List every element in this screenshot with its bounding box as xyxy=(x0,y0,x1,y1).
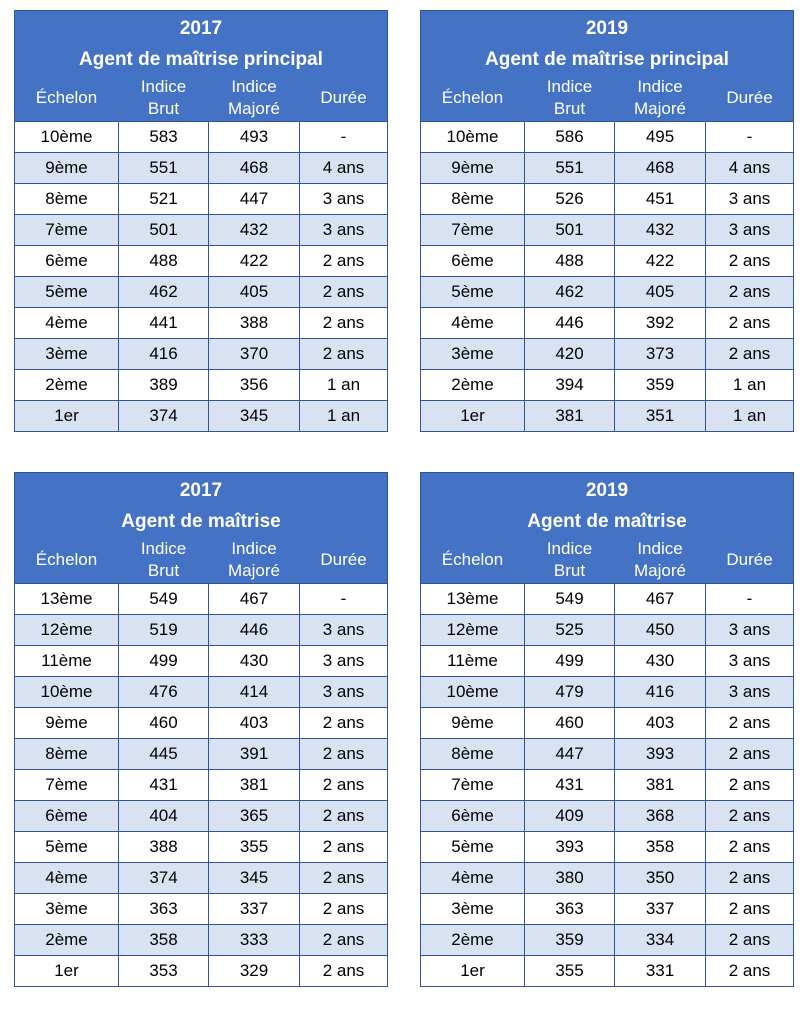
table-row xyxy=(421,277,794,308)
cell-indice-brut: 462 xyxy=(525,277,615,308)
cell-echelon: 6ème xyxy=(15,246,119,277)
table-row xyxy=(15,615,388,646)
table-row xyxy=(421,215,794,246)
cell-echelon: 13ème xyxy=(15,584,119,615)
cell-indice-brut: 441 xyxy=(119,308,209,339)
cell-indice-brut: 476 xyxy=(119,677,209,708)
cell-echelon: 4ème xyxy=(421,863,525,894)
cell-indice-brut: 388 xyxy=(119,832,209,863)
cell-indice-brut: 525 xyxy=(525,615,615,646)
table-row xyxy=(421,956,794,987)
cell-indice-majore: 368 xyxy=(615,801,706,832)
cell-indice-brut: 409 xyxy=(525,801,615,832)
column-header-indice-majore-line2: Majoré xyxy=(228,99,280,118)
column-header-indice-brut xyxy=(525,75,615,122)
column-header-indice-majore xyxy=(209,537,300,584)
column-header-indice-majore-line1: Indice xyxy=(231,539,277,558)
cell-echelon: 8ème xyxy=(421,739,525,770)
cell-duree: 2 ans xyxy=(300,863,388,894)
column-header-indice-majore-line1: Indice xyxy=(231,77,277,96)
column-header-indice-brut xyxy=(525,537,615,584)
column-header-duree: Durée xyxy=(706,75,794,122)
table-row xyxy=(421,894,794,925)
cell-duree: 3 ans xyxy=(706,184,794,215)
cell-echelon: 12ème xyxy=(15,615,119,646)
cell-indice-majore: 392 xyxy=(615,308,706,339)
cell-indice-brut: 462 xyxy=(119,277,209,308)
cell-duree: 2 ans xyxy=(300,708,388,739)
cell-duree: 3 ans xyxy=(706,646,794,677)
cell-indice-brut: 549 xyxy=(525,584,615,615)
cell-indice-brut: 445 xyxy=(119,739,209,770)
cell-echelon: 1er xyxy=(15,401,119,432)
cell-indice-majore: 450 xyxy=(615,615,706,646)
cell-indice-brut: 499 xyxy=(525,646,615,677)
cell-echelon: 1er xyxy=(421,401,525,432)
cell-echelon: 4ème xyxy=(15,308,119,339)
cell-indice-brut: 353 xyxy=(119,956,209,987)
cell-echelon: 9ème xyxy=(421,708,525,739)
cell-indice-brut: 363 xyxy=(525,894,615,925)
cell-echelon: 5ème xyxy=(421,277,525,308)
cell-indice-majore: 414 xyxy=(209,677,300,708)
column-header-duree: Durée xyxy=(300,75,388,122)
cell-indice-brut: 393 xyxy=(525,832,615,863)
table-row xyxy=(15,122,388,153)
cell-duree: 3 ans xyxy=(706,677,794,708)
cell-indice-majore: 416 xyxy=(615,677,706,708)
table-row xyxy=(15,246,388,277)
cell-duree: 2 ans xyxy=(300,277,388,308)
cell-duree: 2 ans xyxy=(706,832,794,863)
cell-indice-majore: 370 xyxy=(209,339,300,370)
cell-echelon: 10ème xyxy=(421,122,525,153)
table-row xyxy=(15,153,388,184)
column-header-indice-brut-line1: Indice xyxy=(546,539,593,558)
table-row xyxy=(421,184,794,215)
cell-indice-brut: 374 xyxy=(119,863,209,894)
cell-duree: 2 ans xyxy=(300,246,388,277)
cell-indice-brut: 358 xyxy=(119,925,209,956)
cell-duree: 3 ans xyxy=(706,215,794,246)
cell-echelon: 7ème xyxy=(15,770,119,801)
column-header-indice-brut-line2: Brut xyxy=(553,561,586,580)
table-row xyxy=(421,832,794,863)
cell-indice-brut: 416 xyxy=(119,339,209,370)
table-row xyxy=(421,339,794,370)
table-year: 2017 xyxy=(15,473,388,507)
cell-indice-majore: 432 xyxy=(209,215,300,246)
table-grade-title: Agent de maîtrise xyxy=(15,506,388,537)
cell-echelon: 7ème xyxy=(421,770,525,801)
cell-indice-brut: 355 xyxy=(525,956,615,987)
cell-duree: - xyxy=(706,122,794,153)
cell-indice-majore: 334 xyxy=(615,925,706,956)
column-header-indice-majore-line2: Majoré xyxy=(634,99,686,118)
column-header-echelon: Échelon xyxy=(15,75,119,122)
cell-indice-majore: 359 xyxy=(615,370,706,401)
table-row xyxy=(421,584,794,615)
cell-indice-brut: 380 xyxy=(525,863,615,894)
cell-indice-majore: 446 xyxy=(209,615,300,646)
cell-duree: 2 ans xyxy=(706,339,794,370)
cell-indice-brut: 488 xyxy=(525,246,615,277)
table-row xyxy=(15,956,388,987)
salary-grid-table xyxy=(14,472,388,987)
cell-indice-brut: 551 xyxy=(119,153,209,184)
cell-echelon: 9ème xyxy=(15,708,119,739)
cell-echelon: 8ème xyxy=(15,184,119,215)
table-row xyxy=(421,370,794,401)
cell-echelon: 8ème xyxy=(421,184,525,215)
column-header-indice-majore xyxy=(615,537,706,584)
table-row xyxy=(15,770,388,801)
cell-indice-brut: 526 xyxy=(525,184,615,215)
cell-indice-majore: 331 xyxy=(615,956,706,987)
column-header-indice-brut-line2: Brut xyxy=(147,99,180,118)
cell-indice-majore: 355 xyxy=(209,832,300,863)
table-row xyxy=(15,646,388,677)
cell-indice-brut: 447 xyxy=(525,739,615,770)
cell-echelon: 3ème xyxy=(15,894,119,925)
cell-echelon: 13ème xyxy=(421,584,525,615)
column-header-indice-brut-line1: Indice xyxy=(546,77,593,96)
cell-echelon: 2ème xyxy=(421,370,525,401)
cell-indice-brut: 431 xyxy=(119,770,209,801)
cell-indice-majore: 422 xyxy=(615,246,706,277)
cell-duree: 2 ans xyxy=(706,801,794,832)
column-header-indice-brut-line1: Indice xyxy=(140,539,187,558)
column-header-indice-majore xyxy=(615,75,706,122)
cell-duree: 2 ans xyxy=(706,894,794,925)
cell-indice-brut: 549 xyxy=(119,584,209,615)
column-header-echelon: Échelon xyxy=(15,537,119,584)
cell-duree: 4 ans xyxy=(706,153,794,184)
cell-duree: - xyxy=(300,584,388,615)
cell-indice-majore: 351 xyxy=(615,401,706,432)
table-row xyxy=(421,401,794,432)
cell-indice-brut: 359 xyxy=(525,925,615,956)
cell-indice-majore: 430 xyxy=(615,646,706,677)
column-header-indice-majore xyxy=(209,75,300,122)
column-header-echelon: Échelon xyxy=(421,75,525,122)
table-row xyxy=(421,770,794,801)
table-year: 2019 xyxy=(421,473,794,507)
cell-echelon: 12ème xyxy=(421,615,525,646)
cell-echelon: 5ème xyxy=(15,277,119,308)
cell-echelon: 5ème xyxy=(421,832,525,863)
cell-indice-majore: 381 xyxy=(209,770,300,801)
cell-duree: 2 ans xyxy=(706,739,794,770)
cell-duree: 2 ans xyxy=(300,925,388,956)
cell-indice-majore: 405 xyxy=(615,277,706,308)
cell-indice-majore: 468 xyxy=(209,153,300,184)
cell-duree: 4 ans xyxy=(300,153,388,184)
cell-echelon: 9ème xyxy=(15,153,119,184)
cell-duree: 3 ans xyxy=(300,677,388,708)
cell-echelon: 2ème xyxy=(15,370,119,401)
cell-duree: 2 ans xyxy=(706,277,794,308)
cell-echelon: 6ème xyxy=(421,801,525,832)
cell-duree: 2 ans xyxy=(300,832,388,863)
table-row xyxy=(421,246,794,277)
cell-indice-majore: 432 xyxy=(615,215,706,246)
cell-indice-majore: 365 xyxy=(209,801,300,832)
cell-duree: 1 an xyxy=(706,370,794,401)
cell-duree: 2 ans xyxy=(706,770,794,801)
cell-duree: 1 an xyxy=(300,401,388,432)
salary-grid-table xyxy=(420,10,794,432)
cell-duree: 2 ans xyxy=(300,956,388,987)
cell-indice-majore: 403 xyxy=(209,708,300,739)
cell-indice-majore: 350 xyxy=(615,863,706,894)
column-header-indice-majore-line1: Indice xyxy=(637,77,683,96)
cell-indice-brut: 519 xyxy=(119,615,209,646)
cell-duree: 3 ans xyxy=(300,215,388,246)
cell-duree: 2 ans xyxy=(706,863,794,894)
cell-indice-majore: 493 xyxy=(209,122,300,153)
cell-duree: - xyxy=(706,584,794,615)
cell-indice-majore: 405 xyxy=(209,277,300,308)
cell-indice-brut: 446 xyxy=(525,308,615,339)
cell-echelon: 3ème xyxy=(421,339,525,370)
cell-indice-brut: 460 xyxy=(525,708,615,739)
table-row xyxy=(421,925,794,956)
cell-indice-majore: 345 xyxy=(209,863,300,894)
cell-echelon: 8ème xyxy=(15,739,119,770)
cell-echelon: 4ème xyxy=(15,863,119,894)
cell-echelon: 2ème xyxy=(421,925,525,956)
cell-indice-majore: 345 xyxy=(209,401,300,432)
table-row xyxy=(421,863,794,894)
cell-duree: 2 ans xyxy=(706,708,794,739)
table-row xyxy=(15,739,388,770)
column-header-indice-brut-line2: Brut xyxy=(147,561,180,580)
cell-echelon: 4ème xyxy=(421,308,525,339)
table-row xyxy=(15,277,388,308)
column-header-indice-brut-line1: Indice xyxy=(140,77,187,96)
table-row xyxy=(421,801,794,832)
table-row xyxy=(15,708,388,739)
cell-duree: 2 ans xyxy=(706,956,794,987)
column-header-indice-brut-line2: Brut xyxy=(553,99,586,118)
cell-echelon: 3ème xyxy=(15,339,119,370)
column-header-indice-brut xyxy=(119,75,209,122)
cell-indice-majore: 356 xyxy=(209,370,300,401)
table-row xyxy=(15,584,388,615)
cell-indice-majore: 451 xyxy=(615,184,706,215)
cell-indice-majore: 358 xyxy=(615,832,706,863)
table-row xyxy=(15,184,388,215)
cell-indice-brut: 551 xyxy=(525,153,615,184)
cell-indice-majore: 337 xyxy=(615,894,706,925)
column-header-indice-brut xyxy=(119,537,209,584)
cell-indice-majore: 391 xyxy=(209,739,300,770)
cell-indice-brut: 389 xyxy=(119,370,209,401)
cell-indice-majore: 422 xyxy=(209,246,300,277)
column-header-duree: Durée xyxy=(300,537,388,584)
cell-echelon: 11ème xyxy=(421,646,525,677)
cell-echelon: 3ème xyxy=(421,894,525,925)
cell-duree: 2 ans xyxy=(706,925,794,956)
table-year: 2017 xyxy=(15,11,388,45)
cell-duree: 2 ans xyxy=(300,739,388,770)
cell-duree: 3 ans xyxy=(300,615,388,646)
cell-duree: 2 ans xyxy=(300,894,388,925)
cell-indice-majore: 403 xyxy=(615,708,706,739)
table-row xyxy=(421,646,794,677)
table-grade-title: Agent de maîtrise principal xyxy=(421,44,794,75)
table-year: 2019 xyxy=(421,11,794,45)
cell-indice-brut: 363 xyxy=(119,894,209,925)
cell-indice-majore: 388 xyxy=(209,308,300,339)
cell-indice-brut: 501 xyxy=(119,215,209,246)
cell-duree: 2 ans xyxy=(706,308,794,339)
cell-indice-majore: 337 xyxy=(209,894,300,925)
table-row xyxy=(421,708,794,739)
cell-indice-majore: 467 xyxy=(615,584,706,615)
cell-echelon: 5ème xyxy=(15,832,119,863)
cell-indice-brut: 381 xyxy=(525,401,615,432)
cell-duree: 2 ans xyxy=(300,801,388,832)
table-row xyxy=(15,401,388,432)
cell-indice-brut: 394 xyxy=(525,370,615,401)
table-row xyxy=(15,894,388,925)
cell-indice-brut: 583 xyxy=(119,122,209,153)
cell-indice-majore: 329 xyxy=(209,956,300,987)
column-header-indice-majore-line2: Majoré xyxy=(228,561,280,580)
table-row xyxy=(421,308,794,339)
table-row xyxy=(421,122,794,153)
table-row xyxy=(15,832,388,863)
cell-indice-majore: 447 xyxy=(209,184,300,215)
table-row xyxy=(421,153,794,184)
table-row xyxy=(421,615,794,646)
cell-indice-brut: 374 xyxy=(119,401,209,432)
cell-indice-majore: 495 xyxy=(615,122,706,153)
cell-indice-majore: 381 xyxy=(615,770,706,801)
salary-grid-table xyxy=(420,472,794,987)
cell-indice-brut: 479 xyxy=(525,677,615,708)
column-header-indice-majore-line2: Majoré xyxy=(634,561,686,580)
cell-echelon: 1er xyxy=(421,956,525,987)
cell-duree: 2 ans xyxy=(706,246,794,277)
cell-echelon: 2ème xyxy=(15,925,119,956)
cell-duree: 1 an xyxy=(706,401,794,432)
cell-echelon: 7ème xyxy=(421,215,525,246)
cell-indice-brut: 431 xyxy=(525,770,615,801)
cell-duree: 3 ans xyxy=(706,615,794,646)
cell-indice-majore: 467 xyxy=(209,584,300,615)
cell-echelon: 9ème xyxy=(421,153,525,184)
table-row xyxy=(15,339,388,370)
cell-duree: 2 ans xyxy=(300,770,388,801)
cell-indice-brut: 404 xyxy=(119,801,209,832)
table-grade-title: Agent de maîtrise principal xyxy=(15,44,388,75)
column-header-echelon: Échelon xyxy=(421,537,525,584)
cell-echelon: 10ème xyxy=(421,677,525,708)
cell-indice-majore: 333 xyxy=(209,925,300,956)
cell-duree: 3 ans xyxy=(300,184,388,215)
cell-indice-brut: 488 xyxy=(119,246,209,277)
cell-echelon: 6ème xyxy=(421,246,525,277)
cell-indice-brut: 521 xyxy=(119,184,209,215)
cell-echelon: 1er xyxy=(15,956,119,987)
cell-echelon: 6ème xyxy=(15,801,119,832)
cell-echelon: 7ème xyxy=(15,215,119,246)
cell-duree: - xyxy=(300,122,388,153)
table-row xyxy=(15,215,388,246)
table-row xyxy=(421,739,794,770)
cell-indice-majore: 393 xyxy=(615,739,706,770)
cell-echelon: 11ème xyxy=(15,646,119,677)
table-row xyxy=(15,925,388,956)
salary-grid-table xyxy=(14,10,388,432)
cell-duree: 2 ans xyxy=(300,339,388,370)
cell-indice-brut: 586 xyxy=(525,122,615,153)
table-row xyxy=(421,677,794,708)
cell-indice-brut: 501 xyxy=(525,215,615,246)
table-row xyxy=(15,863,388,894)
cell-indice-majore: 430 xyxy=(209,646,300,677)
cell-duree: 1 an xyxy=(300,370,388,401)
table-row xyxy=(15,370,388,401)
cell-indice-brut: 460 xyxy=(119,708,209,739)
cell-indice-brut: 420 xyxy=(525,339,615,370)
table-grade-title: Agent de maîtrise xyxy=(421,506,794,537)
cell-indice-majore: 373 xyxy=(615,339,706,370)
table-row xyxy=(15,308,388,339)
cell-echelon: 10ème xyxy=(15,677,119,708)
cell-duree: 3 ans xyxy=(300,646,388,677)
table-row xyxy=(15,801,388,832)
column-header-indice-majore-line1: Indice xyxy=(637,539,683,558)
cell-duree: 2 ans xyxy=(300,308,388,339)
column-header-duree: Durée xyxy=(706,537,794,584)
table-row xyxy=(15,677,388,708)
cell-echelon: 10ème xyxy=(15,122,119,153)
cell-indice-brut: 499 xyxy=(119,646,209,677)
cell-indice-majore: 468 xyxy=(615,153,706,184)
